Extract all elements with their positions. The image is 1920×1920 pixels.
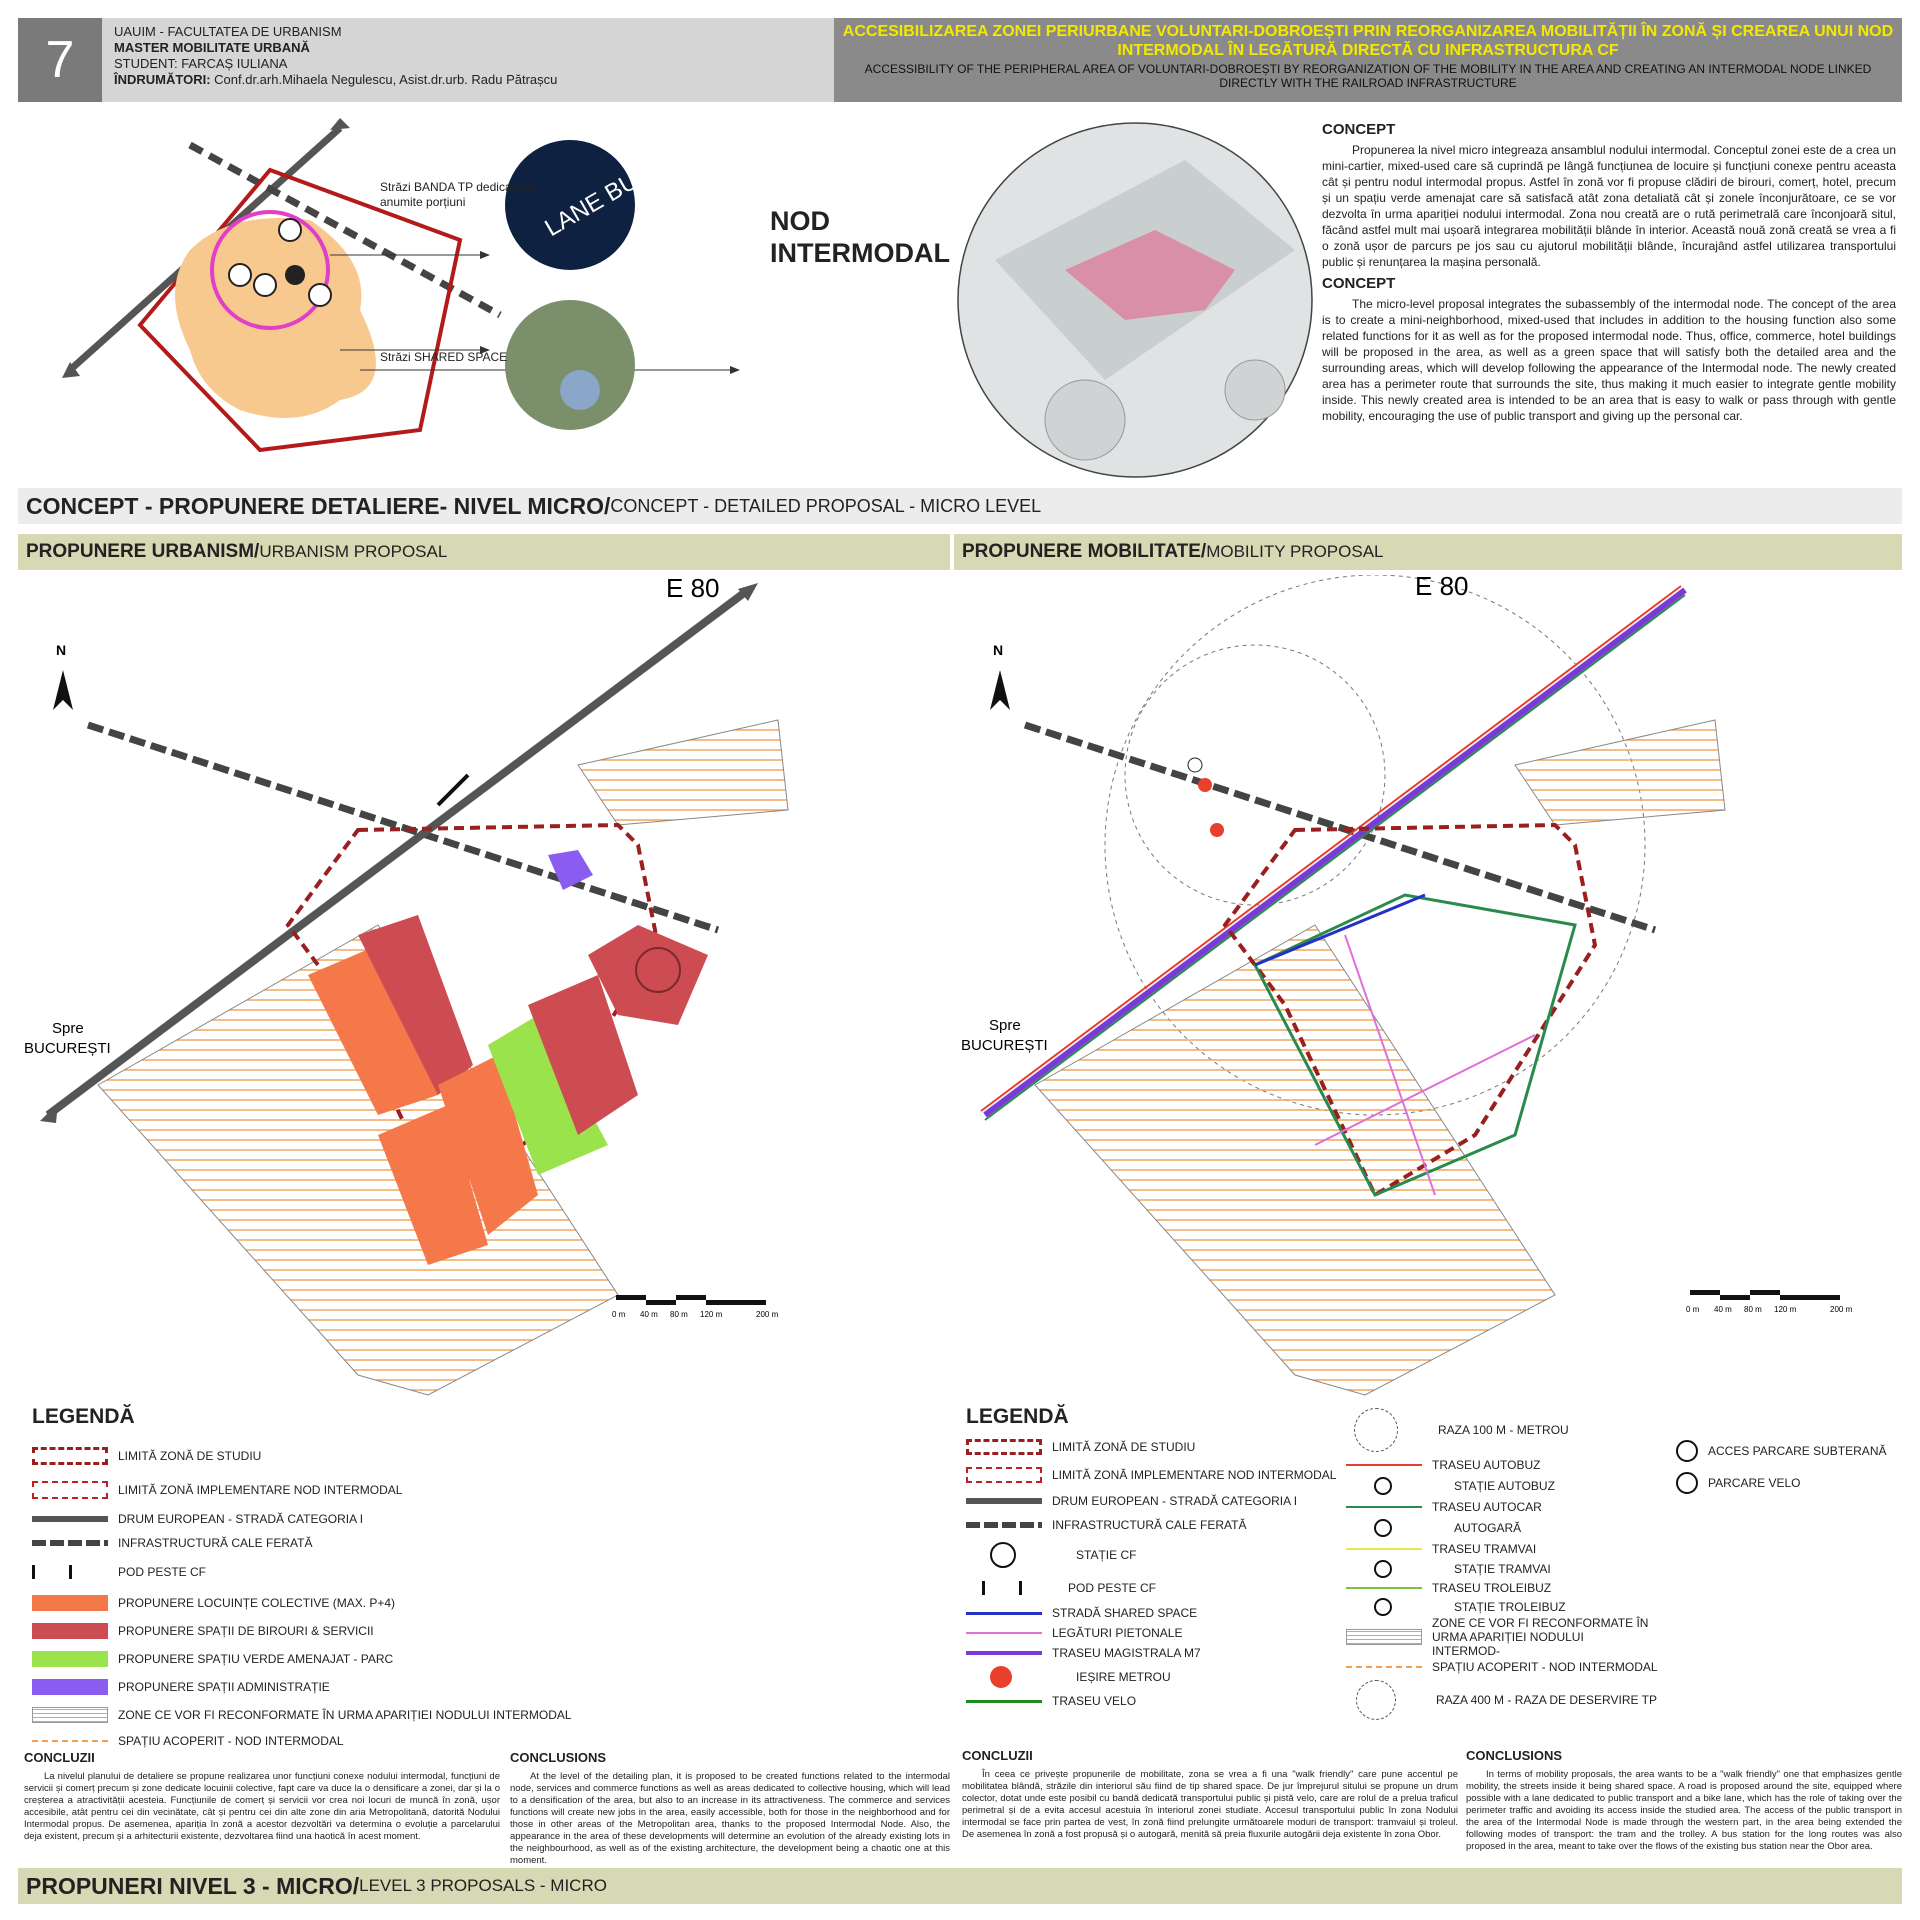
- spre-label: Spre: [52, 1020, 84, 1037]
- photo-bus-lane-text: LANE BUS: [540, 159, 657, 243]
- scale-r-0: 0 m: [1686, 1305, 1700, 1314]
- train-station-icon: [279, 219, 301, 241]
- mobility-subtitle: MOBILITY PROPOSAL: [1206, 542, 1384, 561]
- shared-street: [1255, 895, 1425, 965]
- urban-map: [18, 575, 950, 1405]
- mobility-title: PROPUNERE MOBILITATE/: [962, 541, 1207, 562]
- concl-en-mob-text: In terms of mobility proposals, the area wants to be a "walk friendly" one that emphasizes gentle mobility, the streets inside it being shared space. A road is proposed around the site, equipped where possible with a lane dedicated to public transport and a bike lane, which has the role of taking over the perimeter traffic and avoiding its access inside the studied area. The access of the public transport in the area of the Intermodal Node is made through the western part, in the area being extended the following modes of transport: the tram and the trolley. A bus station for the long routes was also proposed in the area, meant to take over the flows of the existing bus station near the Obor area.: [1466, 1769, 1902, 1852]
- advisors-line: [114, 72, 822, 88]
- scale-r-80: 80 m: [1744, 1305, 1762, 1314]
- coach-station-icon: [309, 284, 331, 306]
- metro-exit-icon: [1198, 778, 1212, 792]
- concl-en-urban-text: At the level of the detailing plan, it is proposed to be created functions related to the intermodal node, services and commerce functions as well as areas dedicated to collective housing, which will lead to a densification of the area, but also to an increase in its attractiveness. The commerce and services functions will create new jobs in the area, easily accessible, both for those in the neighborhood and for those in other areas of the Metropolitan area, thanks to the proposed Intermodal Node. Also, the appearance in the area of these developments will determine an evolution of the already existing lots in the neighbourhood, as well as of the existing architecture, the development being a chaotic one at this moment.: [510, 1771, 950, 1866]
- legend-item: STRADĂ SHARED SPACE: [966, 1603, 1346, 1623]
- road-arrow-ne: [330, 118, 350, 130]
- legend-item: STAȚIE TROLEIBUZ: [1346, 1597, 1676, 1617]
- school-info: [102, 18, 834, 102]
- concl-en-urban-title: CONCLUSIONS: [510, 1750, 607, 1765]
- legend-item: PROPUNERE SPAȚIU VERDE AMENAJAT - PARC: [32, 1645, 592, 1673]
- scale-r-40: 40 m: [1714, 1305, 1732, 1314]
- legend-item: DRUM EUROPEAN - STRADĂ CATEGORIA I: [966, 1489, 1346, 1513]
- e80-label: E 80: [666, 575, 720, 603]
- legend-item: RAZA 400 M - RAZA DE DESERVIRE TP: [1346, 1677, 1676, 1723]
- concl-ro-mob-title: CONCLUZII: [962, 1748, 1033, 1763]
- render-3d: [955, 120, 1315, 480]
- concept-text-block: [1322, 120, 1896, 430]
- bucuresti-label-r: BUCUREȘTI: [961, 1037, 1048, 1054]
- scale-r-120: 120 m: [1774, 1305, 1797, 1314]
- legend-item: TRASEU AUTOCAR: [1346, 1497, 1676, 1517]
- legend-item: POD PESTE CF: [32, 1555, 592, 1589]
- radius-100m: [1125, 645, 1385, 905]
- program-name: MASTER MOBILITATE URBANĂ: [114, 40, 310, 55]
- section-banner: [18, 488, 1902, 524]
- legend-item: INFRASTRUCTURĂ CALE FERATĂ: [32, 1531, 592, 1555]
- legend-item: SPAȚIU ACOPERIT - NOD INTERMODAL: [32, 1729, 592, 1753]
- concept-text-ro: Propunerea la nivel micro integreaza ansamblul nodului intermodal. Conceptul zonei este de a crea un mini-cartier, mixed-used care să cuprindă pe lângă funcțiunea de locuire și funcțiuni conexe pentru aceasta cât și pentru nodul intermodal propus. Astfel în zonă vor fi propuse clădiri de birouri, comerț, hotel, precum și un spațiu verde amenajat care să satisfacă atât zona detaliată cât și zonele înconjurătoare, ce se vor dezvolta în urma apariției nodului intermodal. Zona nou creată are o rută perimetrală care înconjoară situl, făcând astfel mult mai ușoară integrarea mobilității blânde în interior. Această nouă zonă creată se vrea a fi o zonă ușor de parcurs pe jos sau cu ajutorul mobilității blânde, încurajând astfel utilizarea transportului public și renunțarea la mașina personală.: [1322, 143, 1896, 269]
- legend-item: LIMITĂ ZONĂ DE STUDIU: [32, 1439, 592, 1473]
- concl-en-mob: [1466, 1748, 1902, 1853]
- advisors-names: Conf.dr.arh.Mihaela Negulescu, Asist.dr.urb. Radu Pătrașcu: [214, 72, 558, 87]
- concl-ro-urban-title: CONCLUZII: [24, 1750, 95, 1765]
- nod-line2: INTERMODAL: [770, 238, 950, 268]
- legend-item: TRASEU TRAMVAI: [1346, 1539, 1676, 1559]
- scale-bar: [612, 1295, 779, 1319]
- scale-200: 200 m: [756, 1310, 779, 1319]
- legend-item: PROPUNERE SPAȚII DE BIROURI & SERVICII: [32, 1617, 592, 1645]
- concl-ro-urban: [24, 1750, 500, 1843]
- concl-en-mob-title: CONCLUSIONS: [1466, 1748, 1563, 1763]
- legend-item: PROPUNERE SPAȚII ADMINISTRAȚIE: [32, 1673, 592, 1701]
- footer-normal: LEVEL 3 PROPOSALS - MICRO: [359, 1876, 607, 1895]
- student-line: [114, 56, 822, 72]
- mobility-map: [955, 575, 1902, 1405]
- legend-item: ZONE CE VOR FI RECONFORMATE ÎN URMA APARIȚIEI NODULUI INTERMOD-: [1346, 1617, 1676, 1657]
- project-title: [834, 18, 1902, 102]
- pin-icon: [285, 265, 305, 285]
- scale-bar-r: [1686, 1290, 1853, 1314]
- legend-item: SPAȚIU ACOPERIT - NOD INTERMODAL: [1346, 1657, 1676, 1677]
- bucuresti-label: BUCUREȘTI: [24, 1040, 111, 1057]
- concl-ro-mob: [962, 1748, 1458, 1841]
- legend-item: ACCES PARCARE SUBTERANĂ: [1676, 1435, 1902, 1467]
- area-blob: [175, 218, 376, 418]
- legend-right-title: LEGENDĂ: [966, 1405, 1069, 1428]
- banner-normal: CONCEPT - DETAILED PROPOSAL - MICRO LEVEL: [610, 495, 1042, 516]
- legend-item: STAȚIE AUTOBUZ: [1346, 1475, 1676, 1497]
- footer-bold: PROPUNERI NIVEL 3 - MICRO/: [26, 1872, 360, 1899]
- scale-40: 40 m: [640, 1310, 658, 1319]
- legend-item: TRASEU VELO: [966, 1691, 1346, 1711]
- legend-item: ZONE CE VOR FI RECONFORMATE ÎN URMA APARIȚIEI NODULUI INTERMODAL: [32, 1701, 592, 1729]
- concept-heading-en: CONCEPT: [1322, 275, 1396, 292]
- north-label: N: [56, 642, 67, 658]
- legend-item: TRASEU TROLEIBUZ: [1346, 1579, 1676, 1597]
- bus-station-icon: [229, 264, 251, 286]
- scale-r-200: 200 m: [1830, 1305, 1853, 1314]
- concept-heading-ro: CONCEPT: [1322, 121, 1396, 138]
- urban-title: PROPUNERE URBANISM/: [26, 541, 260, 562]
- legend-item: AUTOGARĂ: [1346, 1517, 1676, 1539]
- legend-right: [966, 1405, 1902, 1745]
- legend-left-title: LEGENDĂ: [32, 1405, 135, 1428]
- legend-item: DRUM EUROPEAN - STRADĂ CATEGORIA I: [32, 1507, 592, 1531]
- title-en: ACCESSIBILITY OF THE PERIPHERAL AREA OF VOLUNTARI-DOBROEȘTI BY REORGANIZATION OF THE MOBILITY IN THE AREA AND CREATING AN INTERMODAL NODE LINKED DIRECTLY WITH THE RAILROAD INFRASTRUCTURE: [864, 62, 1872, 90]
- label-tp-lane: Străzi BANDA TP dedicată pe anumite porțiuni: [380, 180, 539, 209]
- sheet-number: 7: [18, 18, 102, 102]
- legend-item: STAȚIE CF: [966, 1537, 1346, 1573]
- reconf-zone-west-r: [1035, 925, 1555, 1395]
- spre-label-r: Spre: [989, 1017, 1021, 1034]
- north-label-r: N: [993, 642, 1004, 658]
- reconf-zone-north: [578, 720, 788, 825]
- legend-item: INFRASTRUCTURĂ CALE FERATĂ: [966, 1513, 1346, 1537]
- legend-item: LIMITĂ ZONĂ DE STUDIU: [966, 1433, 1346, 1461]
- legend-item: PARCARE VELO: [1676, 1467, 1902, 1499]
- label-shared-space: Străzi SHARED SPACE: [380, 350, 508, 364]
- title-ro: ACCESIBILIZAREA ZONEI PERIURBANE VOLUNTARI-DOBROEȘTI PRIN REORGANIZAREA MOBILITĂȚII ÎN ZONĂ ȘI CREAREA UNUI NOD INTERMODAL ÎN LEGĂTURĂ DIRECTĂ CU INFRASTRUCTURA CF: [842, 23, 1894, 59]
- e80-label-r: E 80: [1415, 575, 1469, 601]
- legend-left: [32, 1405, 592, 1753]
- reconf-zone-north-r: [1515, 720, 1725, 825]
- north-arrow: [53, 670, 73, 710]
- legend-item: STAȚIE TRAMVAI: [1346, 1559, 1676, 1579]
- legend-item: TRASEU MAGISTRALA M7: [966, 1643, 1346, 1663]
- legend-item: LEGĂTURI PIETONALE: [966, 1623, 1346, 1643]
- north-arrow-r: [990, 670, 1010, 710]
- concl-ro-mob-text: În ceea ce privește propunerile de mobilitate, zona se vrea a fi una "walk friendly" care pune accentul pe mobilitatea blândă, străzile din interiorul său fiind de tip shared space. De jur împrejurul sitului se propune un drum colector, dotat unde este posibil cu bandă dedicată transportului public și pistă velo, care are rolul de a prelua traficul perimetral și de a evita accesul acestuia în interiorul zonei studiate. Accesul transportului public în zona Nodului intermodal se face prin partea de vest, în zonă fiind prelungite următoarele moduri de transport: tramvaiul și troleul. De asemenea în zonă a fost propusă și o autogară, menită să preia fluxurile autogării deja existente în zona Obor.: [962, 1769, 1458, 1840]
- scale-80: 80 m: [670, 1310, 688, 1319]
- school-name: UAUIM - FACULTATEA DE URBANISM: [114, 24, 342, 39]
- concl-ro-urban-text: La nivelul planului de detaliere se propune realizarea unor funcțiuni conexe nodului intermodal, funcțiuni de servicii și comerț precum și zone dedicate locuinii colective, fapt care va duce la o densificare a zonei, dar și la o creșterea a atractivității acesteia. Funcțiunile de comerț și servicii vor crea noi locuri de muncă în zonă, ușor accesibile, atât pentru cei din vecinătate, cât și pentru cei din alte zone din aria Metropolitană, datorită Nodului Intermodal propus. De asemenea, apariția în zonă a acestor dezvoltări va determina o evoluție a parcelarului deja existent, precum și a arhitecturii existente, dezvoltarea fiind una haotică în acest moment.: [24, 1771, 500, 1842]
- concl-en-urban: [510, 1750, 950, 1867]
- scale-0: 0 m: [612, 1310, 626, 1319]
- concept-diagram: [40, 110, 760, 480]
- student-label: STUDENT:: [114, 56, 178, 71]
- nod-intermodal-label: [770, 205, 950, 269]
- legend-item: LIMITĂ ZONĂ IMPLEMENTARE NOD INTERMODAL: [32, 1473, 592, 1507]
- footer-banner: [18, 1868, 1902, 1904]
- tram-station-icon: [254, 274, 276, 296]
- legend-item: LIMITĂ ZONĂ IMPLEMENTARE NOD INTERMODAL: [966, 1461, 1346, 1489]
- scale-120: 120 m: [700, 1310, 723, 1319]
- nod-line1: NOD: [770, 206, 830, 236]
- urban-subtitle: URBANISM PROPOSAL: [259, 542, 448, 561]
- banner-bold: CONCEPT - PROPUNERE DETALIERE- NIVEL MICRO/: [26, 492, 611, 519]
- legend-item: RAZA 100 M - METROU: [1346, 1405, 1676, 1455]
- legend-item: TRASEU AUTOBUZ: [1346, 1455, 1676, 1475]
- legend-item: IEȘIRE METROU: [966, 1663, 1346, 1691]
- photo-shared-space: [505, 300, 635, 430]
- concept-text-en: The micro-level proposal integrates the subassembly of the intermodal node. The concept of the area is to create a mini-neighborhood, mixed-used that includes in addition to the housing function also some related functions for it as well as for the proposed intermodal node. Thus, office, commerce, hotel buildings will be proposed in the area, as well as a green space that will satisfy both the detailed area and the surrounding areas, which will develop following the appearance of the Intermodal node. The newly created area has a perimeter route that surrounds the site, thus making it much easier to integrate gentle mobility inside. This newly created area is intended to be an area that is easy to walk or pass through with gentle mobility, encouraging the use of public transport and giving up the personal car.: [1322, 297, 1896, 423]
- admin-block: [548, 850, 593, 890]
- student-name: FARCAȘ IULIANA: [181, 56, 288, 71]
- urban-banner: [18, 534, 950, 570]
- advisors-label: ÎNDRUMĂTORI:: [114, 72, 211, 87]
- mobility-banner: [954, 534, 1902, 570]
- legend-item: POD PESTE CF: [966, 1573, 1346, 1603]
- legend-item: PROPUNERE LOCUINȚE COLECTIVE (MAX. P+4): [32, 1589, 592, 1617]
